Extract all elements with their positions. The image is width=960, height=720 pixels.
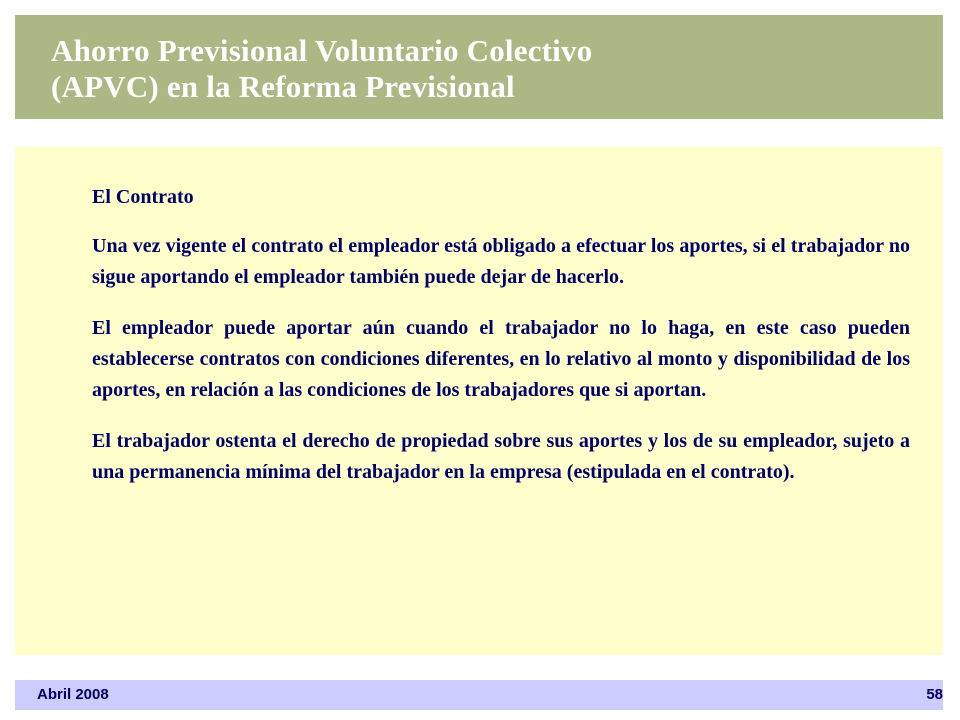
paragraph-1: Una vez vigente el contrato el empleador está obligado a efectuar los aportes, si el trabajador no sigue aportando el empleador también puede dejar de hacerlo. bbox=[92, 235, 910, 288]
paragraph-2: El empleador puede aportar aún cuando el trabajador no lo haga, en este caso pueden establecerse contratos con condiciones diferentes, en lo relativo al monto y disponibilidad de los aportes, en relación a las condiciones de los trabajadores que si aportan. bbox=[92, 317, 910, 401]
paragraph-3: El trabajador ostenta el derecho de propiedad sobre sus aportes y los de su empleador, sujeto a una permanencia mínima del trabajador en la empresa (estipulada en el contrato). bbox=[92, 430, 910, 483]
page-number: 58 bbox=[926, 686, 943, 703]
section-title: El Contrato bbox=[92, 186, 194, 208]
slide-header bbox=[15, 15, 943, 119]
slide-footer bbox=[15, 680, 943, 710]
slide-title-line-2: (APVC) en la Reforma Previsional bbox=[51, 69, 515, 104]
slide-content bbox=[15, 147, 943, 655]
slide-title-line-1: Ahorro Previsional Voluntario Colectivo bbox=[51, 33, 593, 68]
footer-date: Abril 2008 bbox=[37, 686, 109, 703]
